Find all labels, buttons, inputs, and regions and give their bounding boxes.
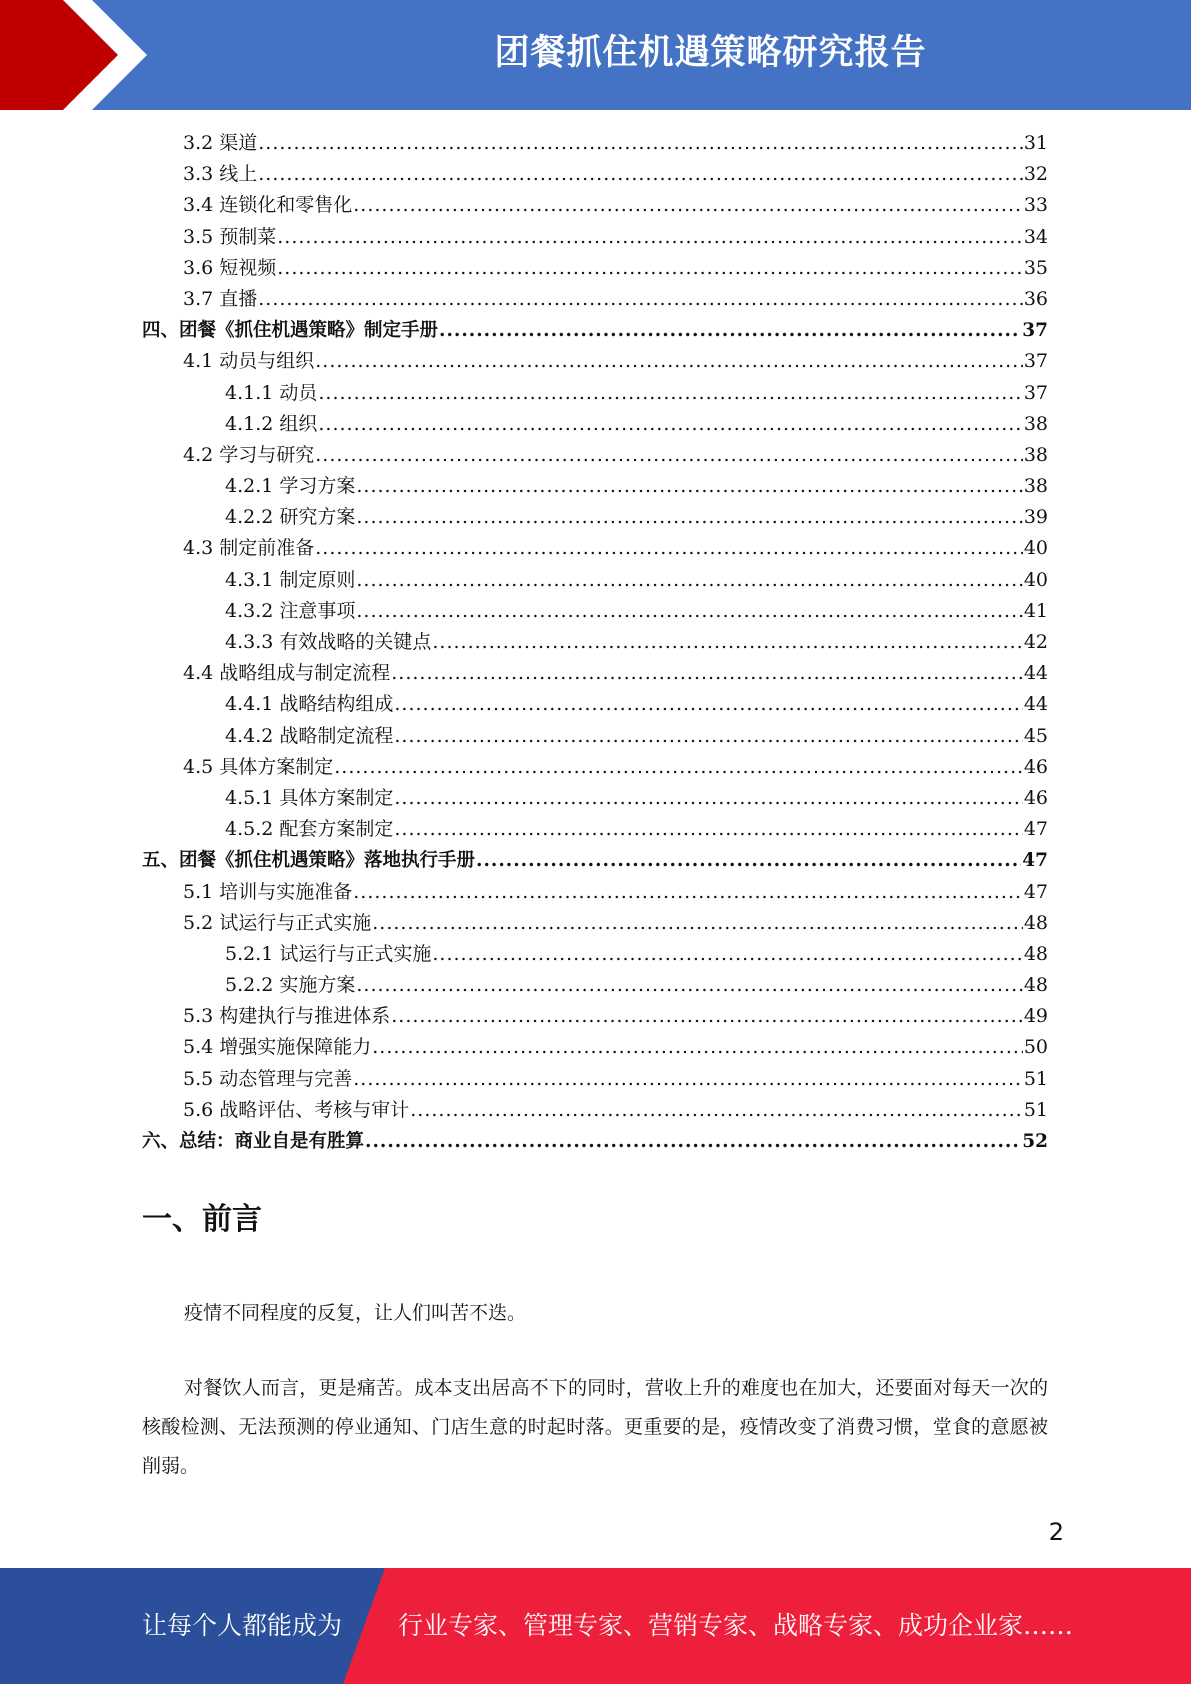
toc-dot-leader [334,752,1023,783]
toc-entry-label: 5.6 战略评估、考核与审计 [183,1098,410,1121]
toc-entry[interactable] [142,1032,1048,1063]
toc-entry-page: 51 [1023,1067,1048,1090]
toc-entry-label: 5.2.1 试运行与正式实施 [225,942,432,965]
toc-dot-leader [258,128,1023,159]
toc-entry[interactable] [142,596,1048,627]
toc-entry-label: 5.1 培训与实施准备 [183,880,353,903]
toc-entry-page: 48 [1023,942,1048,965]
toc-entry[interactable] [142,689,1048,720]
toc-entry-page: 37 [1022,320,1048,342]
toc-entry-page: 45 [1023,724,1048,747]
toc-entry-page: 36 [1023,287,1048,310]
toc-entry-label: 4.2.1 学习方案 [225,475,356,498]
toc-entry-label: 4.2 学习与研究 [183,443,315,466]
toc-entry-page: 52 [1022,1131,1048,1152]
toc-dot-leader [394,783,1022,814]
toc-dot-leader [353,190,1023,221]
toc-dot-leader [315,533,1023,564]
toc-entry-page: 31 [1023,132,1048,154]
toc-entry-label: 四、团餐《抓住机遇策略》制定手册 [142,320,439,342]
toc-entry-page: 51 [1023,1098,1048,1121]
toc-entry[interactable] [142,970,1048,1001]
toc-dot-leader [356,471,1022,502]
paragraph: 对餐饮人而言，更是痛苦。成本支出居高不下的同时，营收上升的难度也在加大，还要面对每天一次的核酸检测、无法预测的停业通知、门店生意的时起时落。更重要的是，疫情改变了消费习惯，堂食的意愿被削弱。 [142,1377,1048,1477]
footer-slogan-right: 行业专家、管理专家、营销专家、战略专家、成功企业家…… [398,1611,1074,1640]
toc-entry[interactable] [142,752,1048,783]
toc-dot-leader [356,502,1022,533]
footer-banner [0,1568,1191,1684]
toc-dot-leader [372,1032,1023,1063]
toc-entry[interactable] [142,253,1048,284]
toc-entry[interactable] [142,814,1048,845]
toc-entry[interactable] [142,1001,1048,1032]
toc-entry-label: 4.4 战略组成与制定流程 [183,662,391,685]
toc-entry-label: 五、团餐《抓住机遇策略》落地执行手册 [142,850,476,872]
toc-entry[interactable] [142,1126,1048,1157]
toc-entry-label: 六、总结：商业自是有胜算 [142,1131,365,1152]
toc-dot-leader [315,440,1023,471]
toc-dot-leader [476,845,1021,876]
toc-entry-label: 4.2.2 研究方案 [225,506,356,529]
toc-entry-label: 5.3 构建执行与推进体系 [183,1005,391,1028]
toc-entry[interactable] [142,471,1048,502]
toc-entry[interactable] [142,315,1048,346]
toc-dot-leader [432,627,1022,658]
toc-entry[interactable] [142,533,1048,564]
toc-entry-page: 44 [1023,662,1048,685]
toc-dot-leader [432,939,1022,970]
toc-dot-leader [356,596,1022,627]
toc-entry-page: 38 [1023,412,1048,435]
toc-entry-page: 38 [1023,443,1048,466]
toc-entry-label: 3.7 直播 [183,287,258,310]
toc-entry-page: 32 [1023,163,1048,186]
toc-entry-page: 46 [1023,755,1048,778]
toc-entry[interactable] [142,378,1048,409]
toc-dot-leader [258,284,1023,315]
toc-entry[interactable] [142,1064,1048,1095]
toc-entry[interactable] [142,190,1048,221]
toc-dot-leader [356,565,1022,596]
toc-entry-label: 5.2.2 实施方案 [225,974,356,997]
toc-entry-page: 34 [1023,225,1048,248]
toc-entry[interactable] [142,128,1048,159]
toc-entry[interactable] [142,783,1048,814]
toc-dot-leader [318,409,1022,440]
toc-entry[interactable] [142,440,1048,471]
toc-entry-label: 3.5 预制菜 [183,225,277,248]
toc-entry-page: 37 [1023,350,1048,373]
toc-entry-label: 4.1.2 组织 [225,412,318,435]
toc-dot-leader [394,814,1022,845]
toc-dot-leader [353,877,1023,908]
toc-entry-page: 46 [1023,786,1048,809]
toc-entry-label: 5.2 试运行与正式实施 [183,911,372,934]
toc-entry[interactable] [142,502,1048,533]
toc-entry-label: 4.1 动员与组织 [183,350,315,373]
toc-entry[interactable] [142,658,1048,689]
section-title: 一、前言 [142,1202,262,1237]
toc-entry-label: 3.2 渠道 [183,132,258,154]
toc-dot-leader [391,658,1023,689]
toc-dot-leader [439,315,1021,346]
toc-dot-leader [410,1095,1023,1126]
toc-entry[interactable] [142,721,1048,752]
toc-entry-label: 4.4.1 战略结构组成 [225,693,394,716]
toc-entry-label: 4.4.2 战略制定流程 [225,724,394,747]
footer-slogan-left: 让每个人都能成为 [142,1611,343,1640]
toc-dot-leader [394,689,1022,720]
toc-dot-leader [365,1126,1021,1157]
toc-entry-page: 48 [1023,974,1048,997]
toc-dot-leader [353,1064,1023,1095]
toc-entry-label: 4.5.2 配套方案制定 [225,818,394,841]
toc-dot-leader [315,346,1023,377]
table-of-contents [142,128,1048,1157]
toc-entry-page: 37 [1023,381,1048,404]
toc-entry[interactable] [142,346,1048,377]
toc-entry[interactable] [142,1095,1048,1126]
toc-entry-page: 49 [1023,1005,1048,1028]
toc-entry-page: 47 [1022,850,1048,872]
toc-dot-leader [277,253,1023,284]
toc-entry-page: 40 [1023,537,1048,560]
toc-entry-label: 4.3.3 有效战略的关键点 [225,631,432,653]
toc-dot-leader [391,1001,1023,1032]
toc-entry[interactable] [142,222,1048,253]
header-banner [0,0,1191,110]
toc-entry-label: 5.5 动态管理与完善 [183,1067,353,1090]
toc-entry[interactable] [142,284,1048,315]
toc-entry-label: 5.4 增强实施保障能力 [183,1036,372,1059]
toc-entry-label: 4.1.1 动员 [225,381,318,404]
toc-entry-page: 44 [1023,693,1048,716]
toc-entry[interactable] [142,939,1048,970]
paragraph: 疫情不同程度的反复，让人们叫苦不迭。 [184,1302,527,1324]
toc-entry[interactable] [142,877,1048,908]
toc-dot-leader [394,721,1022,752]
toc-entry-label: 4.5.1 具体方案制定 [225,786,394,809]
toc-entry-label: 4.3 制定前准备 [183,537,315,560]
toc-entry-label: 3.3 线上 [183,163,258,186]
toc-entry-label: 3.4 连锁化和零售化 [183,194,353,217]
toc-entry-page: 50 [1023,1036,1048,1059]
toc-dot-leader [356,970,1022,1001]
toc-dot-leader [372,908,1023,939]
toc-dot-leader [318,378,1022,409]
toc-entry[interactable] [142,565,1048,596]
toc-entry-label: 4.5 具体方案制定 [183,755,334,778]
toc-dot-leader [277,222,1023,253]
toc-entry-page: 47 [1023,880,1048,903]
toc-entry-page: 47 [1023,818,1048,841]
toc-entry-page: 38 [1023,475,1048,498]
toc-entry-page: 33 [1023,194,1048,217]
toc-entry[interactable] [142,908,1048,939]
report-title: 团餐抓住机遇策略研究报告 [494,33,927,73]
toc-entry-label: 4.3.2 注意事项 [225,599,356,622]
toc-entry[interactable] [142,159,1048,190]
toc-entry-page: 42 [1023,631,1048,653]
toc-entry-page: 48 [1023,911,1048,934]
toc-entry-page: 40 [1023,568,1048,591]
toc-entry-page: 35 [1023,256,1048,279]
toc-entry-label: 3.6 短视频 [183,256,277,279]
toc-entry[interactable] [142,627,1048,658]
toc-entry-page: 39 [1023,506,1048,529]
toc-dot-leader [258,159,1023,190]
page-number: 2 [1048,1518,1064,1546]
toc-entry[interactable] [142,845,1048,876]
toc-entry[interactable] [142,409,1048,440]
toc-entry-label: 4.3.1 制定原则 [225,568,356,591]
toc-entry-page: 41 [1023,599,1048,622]
